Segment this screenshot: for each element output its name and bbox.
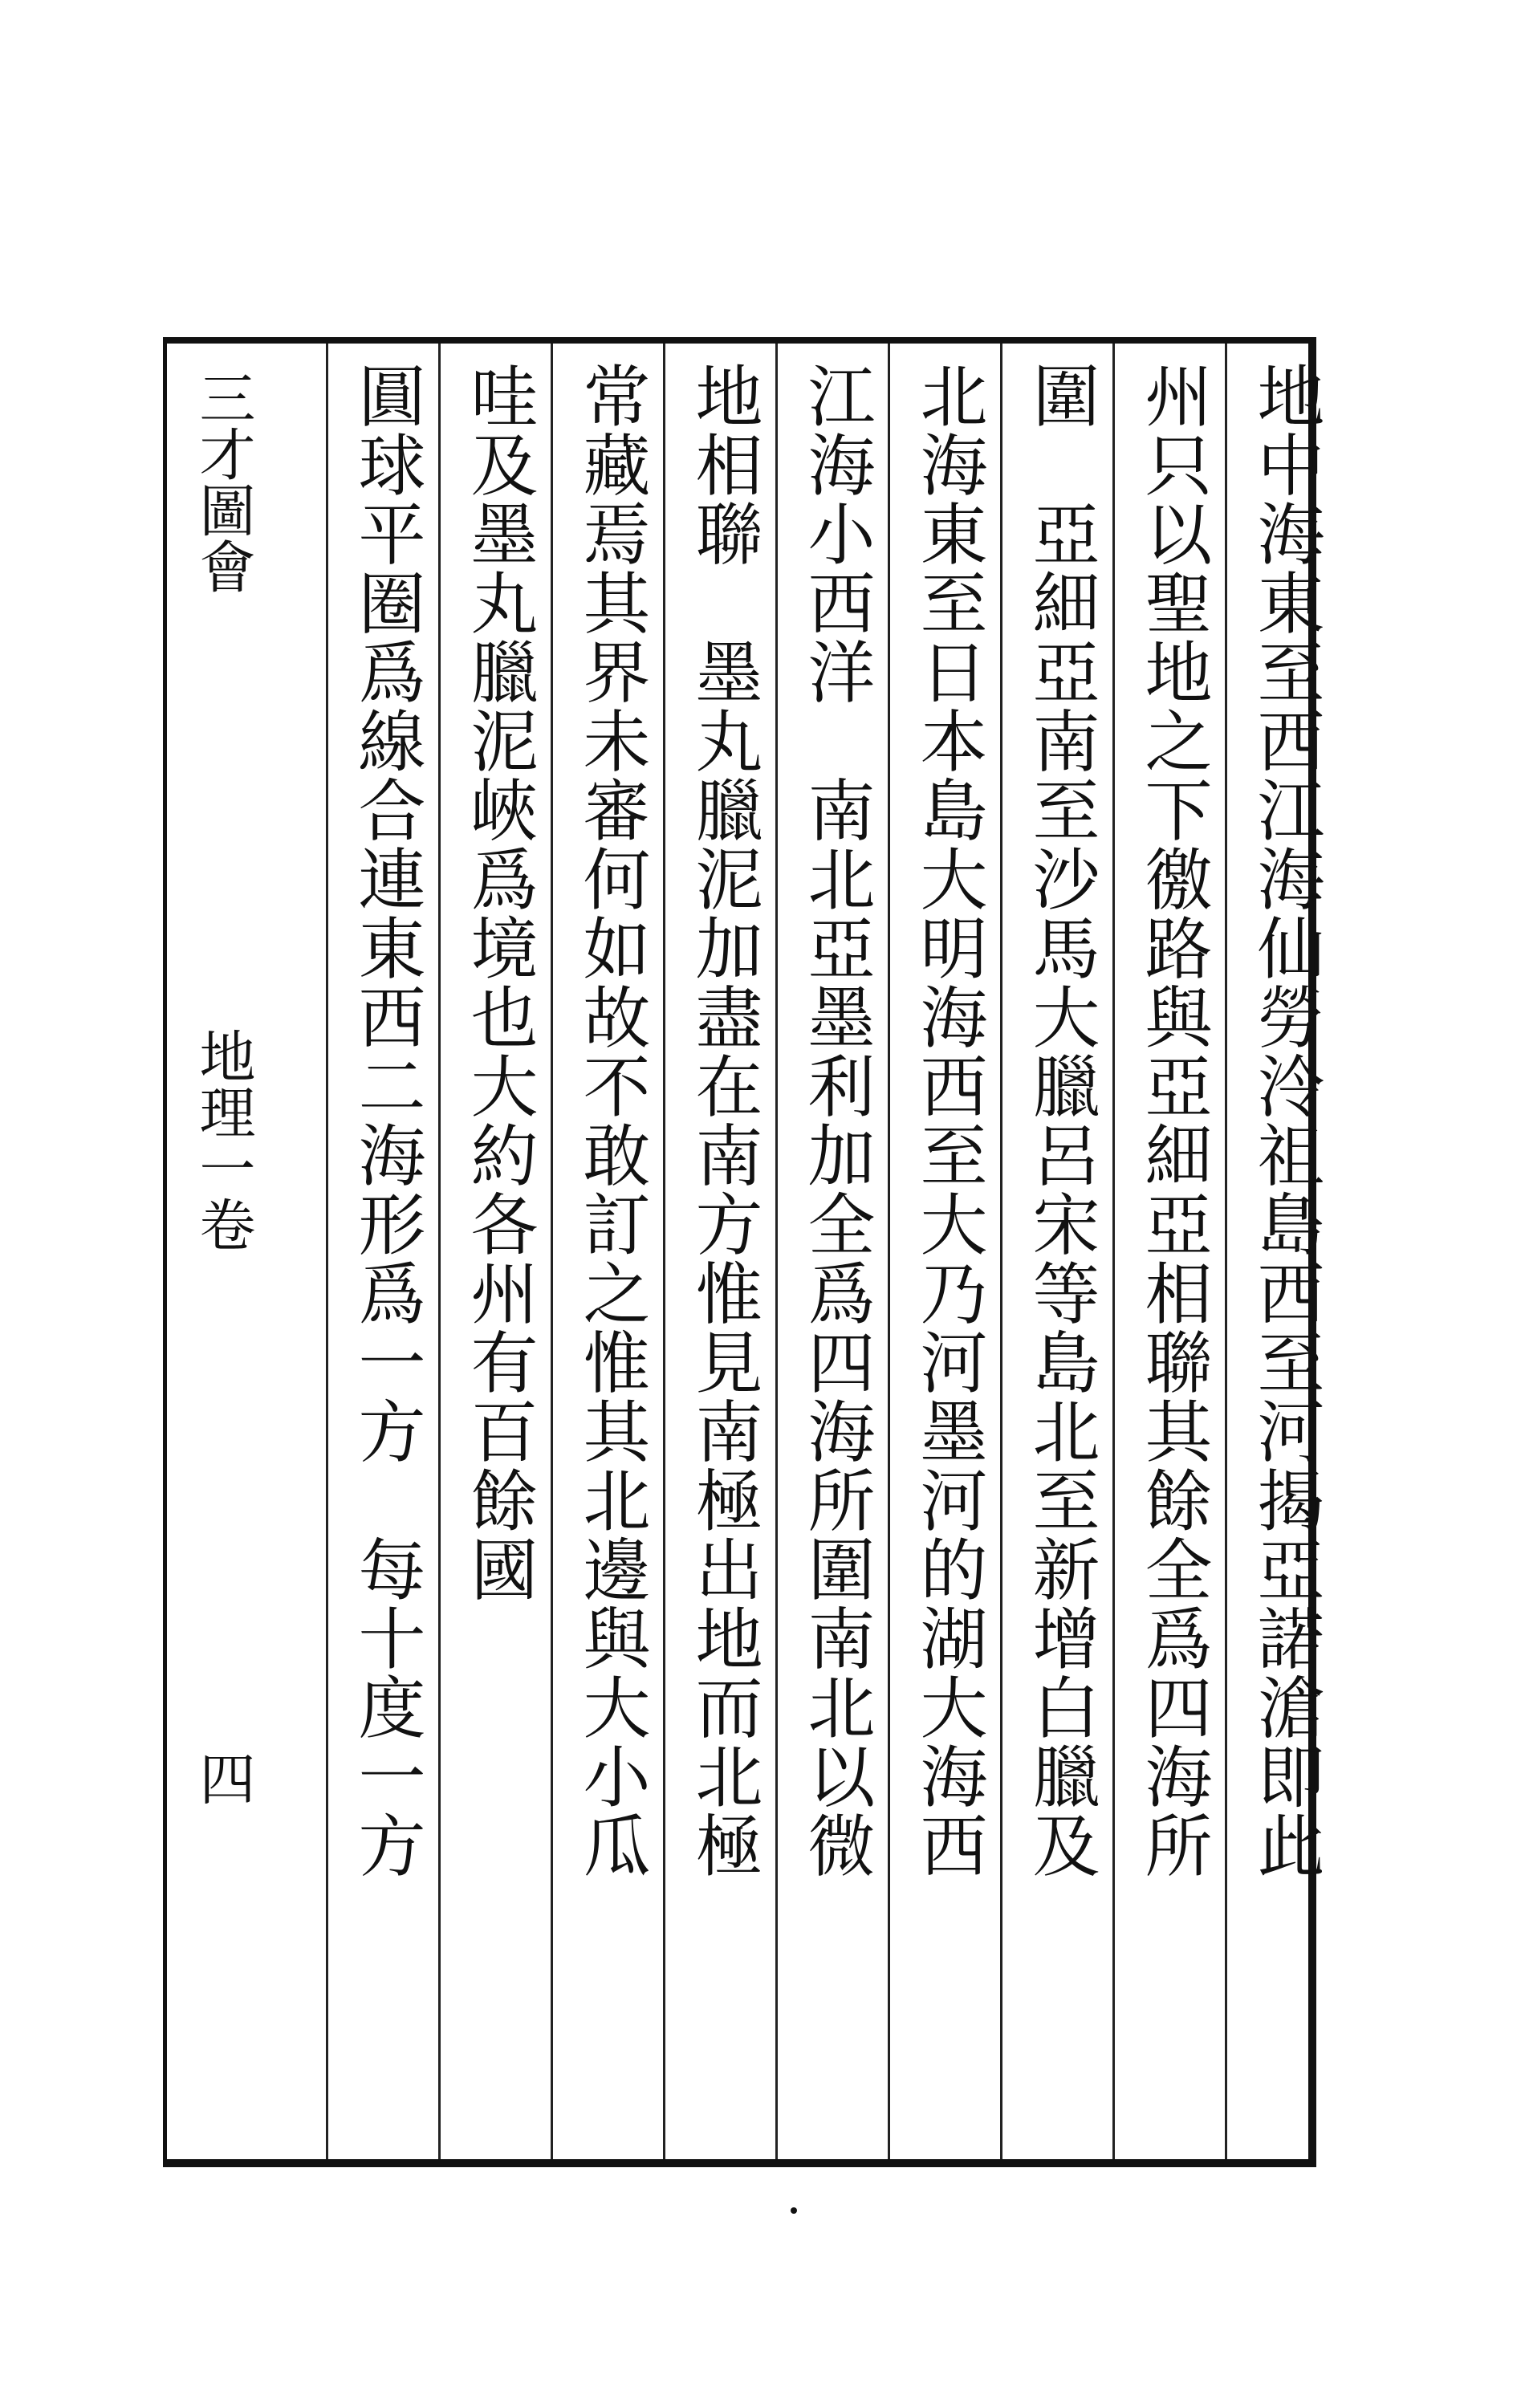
text-column-3: 圍 亞細亞南至沙馬大臘呂宋等島北至新增白臘及 <box>1022 361 1100 1880</box>
text-column-9: 圓球平圈爲線合連東西二海形爲一方 每十度一方 <box>348 361 426 1880</box>
page-number: 四 <box>190 1750 256 1806</box>
column-rule <box>663 344 665 2159</box>
column-rule <box>775 344 778 2159</box>
book-title: 三才圖會 <box>190 369 256 594</box>
text-column-1: 地中海東至西江海仙勞泠祖島西至河揭亞諾滄即此 <box>1246 361 1325 1880</box>
text-column-7: 常藏焉其界未審何如故不敢訂之惟其北邊與大小瓜 <box>572 361 651 1880</box>
left-border <box>163 337 167 2167</box>
column-rule <box>888 344 890 2159</box>
column-rule <box>1000 344 1002 2159</box>
column-rule <box>551 344 553 2159</box>
bottom-border <box>163 2159 1316 2167</box>
text-column-6: 地相聯 墨丸臘泥加盡在南方惟見南極出地而北極 <box>685 361 763 1880</box>
column-rule <box>1225 344 1227 2159</box>
column-rule <box>326 344 328 2159</box>
section-label: 地理一卷 <box>190 1027 256 1252</box>
text-column-8: 哇及墨丸臘泥峽爲境也大約各州有百餘國 <box>460 361 539 1604</box>
ink-speck <box>791 2207 797 2214</box>
text-column-5: 江海小西洋 南北亞墨利加全爲四海所圍南北以微 <box>797 361 876 1880</box>
page-frame <box>163 337 1325 2167</box>
column-rule <box>438 344 441 2159</box>
column-rule <box>1112 344 1115 2159</box>
text-column-2: 州只以聖地之下徼路與亞細亞相聯其餘全爲四海所 <box>1134 361 1213 1880</box>
top-border <box>163 337 1316 344</box>
text-column-4: 北海東至日本島大明海西至大乃河墨河的湖大海西 <box>909 361 988 1880</box>
